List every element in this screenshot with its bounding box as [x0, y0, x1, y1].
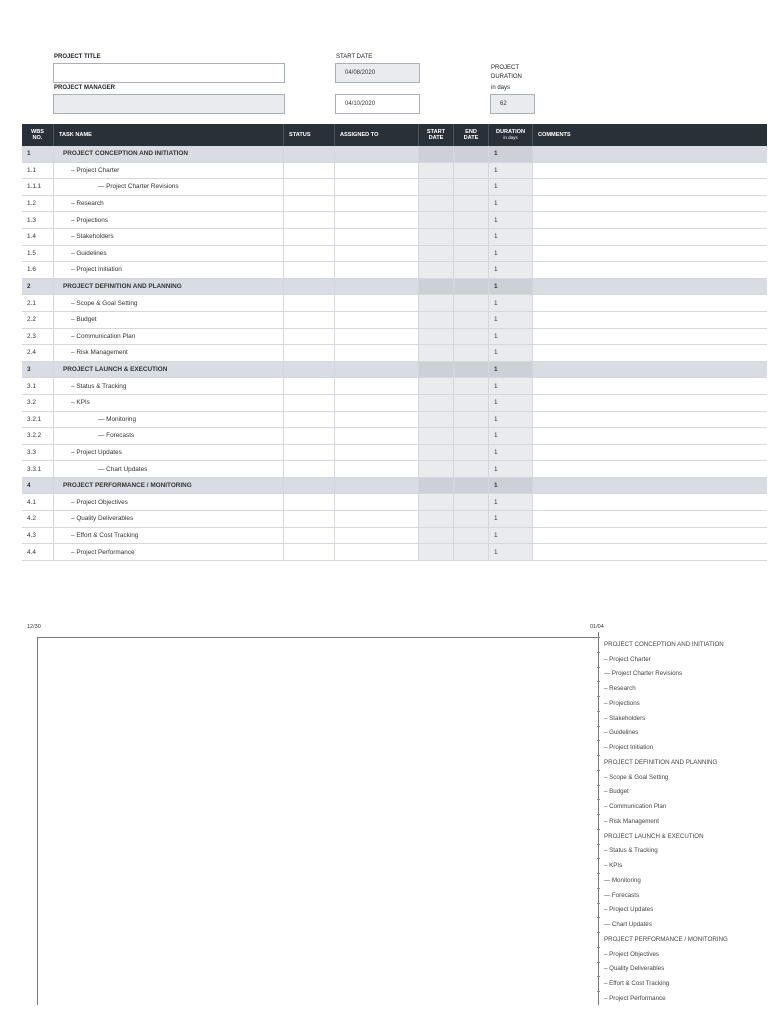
- start-date-cell[interactable]: [419, 461, 454, 477]
- table-section-row[interactable]: [22, 146, 767, 163]
- status-cell[interactable]: [284, 494, 335, 510]
- start-date-cell[interactable]: [419, 412, 454, 428]
- task-name-cell[interactable]: PROJECT PERFORMANCE / MONITORING: [54, 478, 284, 494]
- gantt-task-label: – Budget: [599, 785, 764, 800]
- duration-cell: 1: [489, 146, 533, 162]
- comments-cell[interactable]: [533, 412, 767, 428]
- wbs-cell: 2.2: [22, 312, 54, 328]
- end-date-cell[interactable]: [454, 262, 489, 278]
- start-date-cell[interactable]: [419, 544, 454, 560]
- duration-cell: 1: [489, 262, 533, 278]
- assigned-to-cell[interactable]: [335, 528, 419, 544]
- comments-cell[interactable]: [533, 329, 767, 345]
- table-row[interactable]: [22, 246, 767, 263]
- comments-cell[interactable]: [533, 246, 767, 262]
- start-date-cell[interactable]: [419, 312, 454, 328]
- end-date-cell[interactable]: [454, 494, 489, 510]
- table-row[interactable]: [22, 412, 767, 429]
- wbs-cell: 3.3: [22, 445, 54, 461]
- status-cell[interactable]: [284, 329, 335, 345]
- comments-cell[interactable]: [533, 212, 767, 228]
- gantt-task-label: PROJECT CONCEPTION AND INITIATION: [599, 637, 764, 652]
- project-duration-field: 62: [490, 94, 535, 114]
- table-row[interactable]: [22, 461, 767, 478]
- table-row[interactable]: [22, 163, 767, 180]
- table-section-row[interactable]: [22, 362, 767, 379]
- comments-cell[interactable]: [533, 345, 767, 361]
- task-name-cell[interactable]: – Guidelines: [54, 246, 284, 262]
- comments-cell[interactable]: [533, 295, 767, 311]
- duration-cell: 1: [489, 229, 533, 245]
- comments-cell[interactable]: [533, 179, 767, 195]
- start-date-cell[interactable]: [419, 511, 454, 527]
- status-cell[interactable]: [284, 461, 335, 477]
- start-date-cell[interactable]: [419, 329, 454, 345]
- duration-cell: 1: [489, 212, 533, 228]
- task-name-cell[interactable]: – Project Performance: [54, 544, 284, 560]
- comments-cell[interactable]: [533, 163, 767, 179]
- status-cell[interactable]: [284, 146, 335, 162]
- gantt-start-date: 12/30: [27, 624, 41, 630]
- start-date-cell[interactable]: [419, 478, 454, 494]
- assigned-to-cell[interactable]: [335, 362, 419, 378]
- start-date-cell[interactable]: [419, 428, 454, 444]
- table-row[interactable]: [22, 329, 767, 346]
- task-name-cell[interactable]: – Risk Management: [54, 345, 284, 361]
- end-date-cell[interactable]: [454, 412, 489, 428]
- end-date-cell[interactable]: [454, 163, 489, 179]
- duration-cell: 1: [489, 295, 533, 311]
- status-cell[interactable]: [284, 279, 335, 295]
- start-date-cell[interactable]: [419, 179, 454, 195]
- start-date-cell[interactable]: [419, 378, 454, 394]
- task-name-cell[interactable]: — Chart Updates: [54, 461, 284, 477]
- table-section-row[interactable]: [22, 478, 767, 495]
- assigned-to-cell[interactable]: [335, 196, 419, 212]
- wbs-cell: 1.5: [22, 246, 54, 262]
- gantt-task-label: – Project Objectives: [599, 947, 764, 962]
- end-date-cell[interactable]: [454, 246, 489, 262]
- gantt-task-label: – Risk Management: [599, 814, 764, 829]
- wbs-cell: 1.6: [22, 262, 54, 278]
- start-date-cell[interactable]: [419, 362, 454, 378]
- status-cell[interactable]: [284, 229, 335, 245]
- duration-cell: 1: [489, 279, 533, 295]
- duration-cell: 1: [489, 196, 533, 212]
- col-end-date: END DATE: [454, 124, 489, 146]
- wbs-cell: 3.2.2: [22, 428, 54, 444]
- wbs-cell: 4: [22, 478, 54, 494]
- comments-cell[interactable]: [533, 544, 767, 560]
- wbs-cell: 1: [22, 146, 54, 162]
- wbs-cell: 4.4: [22, 544, 54, 560]
- comments-cell[interactable]: [533, 229, 767, 245]
- assigned-to-cell[interactable]: [335, 163, 419, 179]
- duration-cell: 1: [489, 494, 533, 510]
- assigned-to-cell[interactable]: [335, 279, 419, 295]
- end-date-cell[interactable]: [454, 196, 489, 212]
- gantt-task-label: PROJECT LAUNCH & EXECUTION: [599, 829, 764, 844]
- comments-cell[interactable]: [533, 461, 767, 477]
- wbs-cell: 2.4: [22, 345, 54, 361]
- gantt-task-label: – Status & Tracking: [599, 844, 764, 859]
- start-date-cell[interactable]: [419, 395, 454, 411]
- start-date-cell[interactable]: [419, 295, 454, 311]
- table-row[interactable]: [22, 544, 767, 561]
- task-name-cell[interactable]: – Status & Tracking: [54, 378, 284, 394]
- duration-cell: 1: [489, 362, 533, 378]
- comments-cell[interactable]: [533, 362, 767, 378]
- start-date-cell[interactable]: [419, 163, 454, 179]
- task-name-cell[interactable]: – Quality Deliverables: [54, 511, 284, 527]
- end-date-cell[interactable]: [454, 179, 489, 195]
- table-row[interactable]: [22, 445, 767, 462]
- assigned-to-cell[interactable]: [335, 461, 419, 477]
- comments-cell[interactable]: [533, 395, 767, 411]
- task-name-cell[interactable]: – Research: [54, 196, 284, 212]
- gantt-task-label: – Project Charter: [599, 652, 764, 667]
- col-start-date: START DATE: [419, 124, 454, 146]
- end-date-cell[interactable]: [454, 511, 489, 527]
- wbs-cell: 1.1: [22, 163, 54, 179]
- duration-cell: 1: [489, 179, 533, 195]
- table-section-row[interactable]: [22, 279, 767, 296]
- assigned-to-cell[interactable]: [335, 146, 419, 162]
- status-cell[interactable]: [284, 528, 335, 544]
- end-date-cell[interactable]: [454, 279, 489, 295]
- gantt-end-date: 01/04: [590, 624, 604, 630]
- status-cell[interactable]: [284, 312, 335, 328]
- gantt-task-label: – Communication Plan: [599, 799, 764, 814]
- end-date-field[interactable]: 04/10/2020: [335, 94, 420, 114]
- table-body: [22, 146, 767, 561]
- task-name-cell[interactable]: – Project Objectives: [54, 494, 284, 510]
- duration-cell: 1: [489, 478, 533, 494]
- col-assigned-to: ASSIGNED TO: [335, 124, 419, 146]
- end-date-cell[interactable]: [454, 212, 489, 228]
- comments-cell[interactable]: [533, 478, 767, 494]
- gantt-task-label: PROJECT PERFORMANCE / MONITORING: [599, 932, 764, 947]
- end-date-cell[interactable]: [454, 229, 489, 245]
- assigned-to-cell[interactable]: [335, 312, 419, 328]
- end-date-cell[interactable]: [454, 295, 489, 311]
- col-task-name: TASK NAME: [54, 124, 284, 146]
- end-date-cell[interactable]: [454, 395, 489, 411]
- end-date-cell[interactable]: [454, 312, 489, 328]
- start-date-field[interactable]: 04/08/2020: [335, 63, 420, 83]
- task-name-cell[interactable]: — Project Charter Revisions: [54, 179, 284, 195]
- assigned-to-cell[interactable]: [335, 445, 419, 461]
- wbs-cell: 4.3: [22, 528, 54, 544]
- gantt-task-label: – Guidelines: [599, 726, 764, 741]
- gantt-task-label: – Projections: [599, 696, 764, 711]
- start-date-cell[interactable]: [419, 212, 454, 228]
- assigned-to-cell[interactable]: [335, 345, 419, 361]
- status-cell[interactable]: [284, 212, 335, 228]
- duration-cell: 1: [489, 528, 533, 544]
- comments-cell[interactable]: [533, 279, 767, 295]
- start-date-cell[interactable]: [419, 345, 454, 361]
- status-cell[interactable]: [284, 246, 335, 262]
- status-cell[interactable]: [284, 478, 335, 494]
- start-date-cell[interactable]: [419, 196, 454, 212]
- wbs-cell: 2.1: [22, 295, 54, 311]
- end-date-cell[interactable]: [454, 329, 489, 345]
- status-cell[interactable]: [284, 395, 335, 411]
- table-row[interactable]: [22, 196, 767, 213]
- status-cell[interactable]: [284, 295, 335, 311]
- task-name-cell[interactable]: – Stakeholders: [54, 229, 284, 245]
- wbs-cell: 1.4: [22, 229, 54, 245]
- comments-cell[interactable]: [533, 494, 767, 510]
- comments-cell[interactable]: [533, 445, 767, 461]
- task-name-cell[interactable]: PROJECT CONCEPTION AND INITIATION: [54, 146, 284, 162]
- project-title-field[interactable]: [53, 63, 285, 83]
- duration-cell: 1: [489, 445, 533, 461]
- task-name-cell[interactable]: — Monitoring: [54, 412, 284, 428]
- comments-cell[interactable]: [533, 196, 767, 212]
- wbs-cell: 3.1: [22, 378, 54, 394]
- task-name-cell[interactable]: – KPIs: [54, 395, 284, 411]
- task-name-cell[interactable]: – Projections: [54, 212, 284, 228]
- status-cell[interactable]: [284, 362, 335, 378]
- assigned-to-cell[interactable]: [335, 229, 419, 245]
- task-name-cell[interactable]: – Effort & Cost Tracking: [54, 528, 284, 544]
- table-row[interactable]: [22, 494, 767, 511]
- status-cell[interactable]: [284, 163, 335, 179]
- wbs-cell: 1.2: [22, 196, 54, 212]
- task-name-cell[interactable]: – Scope & Goal Setting: [54, 295, 284, 311]
- assigned-to-cell[interactable]: [335, 179, 419, 195]
- duration-cell: 1: [489, 511, 533, 527]
- gantt-task-label: — Monitoring: [599, 873, 764, 888]
- task-table: [22, 124, 767, 561]
- table-header: [22, 124, 767, 146]
- assigned-to-cell[interactable]: [335, 329, 419, 345]
- table-row[interactable]: [22, 312, 767, 329]
- status-cell[interactable]: [284, 196, 335, 212]
- assigned-to-cell[interactable]: [335, 262, 419, 278]
- status-cell[interactable]: [284, 378, 335, 394]
- assigned-to-cell[interactable]: [335, 511, 419, 527]
- task-name-cell[interactable]: – Project Initiation: [54, 262, 284, 278]
- wbs-cell: 4.1: [22, 494, 54, 510]
- start-date-cell[interactable]: [419, 445, 454, 461]
- gantt-task-label: – Scope & Goal Setting: [599, 770, 764, 785]
- assigned-to-cell[interactable]: [335, 295, 419, 311]
- duration-cell: 1: [489, 461, 533, 477]
- wbs-cell: 4.2: [22, 511, 54, 527]
- duration-cell: 1: [489, 345, 533, 361]
- status-cell[interactable]: [284, 428, 335, 444]
- assigned-to-cell[interactable]: [335, 395, 419, 411]
- duration-label-3: in days: [491, 85, 511, 91]
- status-cell[interactable]: [284, 262, 335, 278]
- status-cell[interactable]: [284, 511, 335, 527]
- table-row[interactable]: [22, 212, 767, 229]
- col-wbs: WBS NO.: [22, 124, 54, 146]
- gantt-task-label: – Research: [599, 681, 764, 696]
- start-date-label: START DATE: [336, 54, 373, 60]
- col-status: STATUS: [284, 124, 335, 146]
- end-date-cell[interactable]: [454, 544, 489, 560]
- task-name-cell[interactable]: PROJECT DEFINITION AND PLANNING: [54, 279, 284, 295]
- status-cell[interactable]: [284, 345, 335, 361]
- start-date-cell[interactable]: [419, 229, 454, 245]
- duration-cell: 1: [489, 544, 533, 560]
- col-comments: COMMENTS: [538, 131, 571, 138]
- table-row[interactable]: [22, 295, 767, 312]
- start-date-cell[interactable]: [419, 146, 454, 162]
- table-row[interactable]: [22, 428, 767, 445]
- end-date-cell[interactable]: [454, 345, 489, 361]
- assigned-to-cell[interactable]: [335, 378, 419, 394]
- wbs-cell: 3.3.1: [22, 461, 54, 477]
- assigned-to-cell[interactable]: [335, 212, 419, 228]
- assigned-to-cell[interactable]: [335, 412, 419, 428]
- duration-label-2: DURATION: [491, 74, 522, 80]
- gantt-timeline-axis: [37, 637, 598, 638]
- task-name-cell[interactable]: – Budget: [54, 312, 284, 328]
- project-title-label: PROJECT TITLE: [54, 54, 101, 60]
- table-row[interactable]: [22, 262, 767, 279]
- wbs-cell: 2: [22, 279, 54, 295]
- wbs-cell: 2.3: [22, 329, 54, 345]
- gantt-left-border: [37, 637, 38, 1005]
- status-cell[interactable]: [284, 445, 335, 461]
- comments-cell[interactable]: [533, 528, 767, 544]
- wbs-cell: 1.1.1: [22, 179, 54, 195]
- start-date-cell[interactable]: [419, 494, 454, 510]
- end-date-cell[interactable]: [454, 478, 489, 494]
- status-cell[interactable]: [284, 179, 335, 195]
- table-row[interactable]: [22, 528, 767, 545]
- task-name-cell[interactable]: PROJECT LAUNCH & EXECUTION: [54, 362, 284, 378]
- end-date-cell[interactable]: [454, 378, 489, 394]
- gantt-task-label: – Effort & Cost Tracking: [599, 976, 764, 991]
- comments-cell[interactable]: [533, 312, 767, 328]
- table-row[interactable]: [22, 345, 767, 362]
- assigned-to-cell[interactable]: [335, 494, 419, 510]
- table-row[interactable]: [22, 378, 767, 395]
- duration-cell: 1: [489, 312, 533, 328]
- end-date-cell[interactable]: [454, 528, 489, 544]
- comments-cell[interactable]: [533, 146, 767, 162]
- table-row[interactable]: [22, 179, 767, 196]
- wbs-cell: 3: [22, 362, 54, 378]
- end-date-cell[interactable]: [454, 146, 489, 162]
- assigned-to-cell[interactable]: [335, 478, 419, 494]
- project-manager-field[interactable]: [53, 94, 285, 114]
- duration-cell: 1: [489, 412, 533, 428]
- duration-cell: 1: [489, 329, 533, 345]
- duration-cell: 1: [489, 246, 533, 262]
- start-date-cell[interactable]: [419, 262, 454, 278]
- comments-cell[interactable]: [533, 511, 767, 527]
- task-name-cell[interactable]: — Forecasts: [54, 428, 284, 444]
- wbs-cell: 3.2: [22, 395, 54, 411]
- end-date-cell[interactable]: [454, 461, 489, 477]
- end-date-cell[interactable]: [454, 428, 489, 444]
- gantt-task-label: – KPIs: [599, 858, 764, 873]
- gantt-task-label: – Quality Deliverables: [599, 962, 764, 977]
- table-row[interactable]: [22, 395, 767, 412]
- gantt-task-label: — Chart Updates: [599, 917, 764, 932]
- comments-cell[interactable]: [533, 378, 767, 394]
- gantt-task-label: — Forecasts: [599, 888, 764, 903]
- task-name-cell[interactable]: – Communication Plan: [54, 329, 284, 345]
- task-name-cell[interactable]: – Project Updates: [54, 445, 284, 461]
- assigned-to-cell[interactable]: [335, 246, 419, 262]
- duration-cell: 1: [489, 395, 533, 411]
- comments-cell[interactable]: [533, 428, 767, 444]
- wbs-cell: 3.2.1: [22, 412, 54, 428]
- start-date-cell[interactable]: [419, 246, 454, 262]
- start-date-cell[interactable]: [419, 279, 454, 295]
- assigned-to-cell[interactable]: [335, 428, 419, 444]
- task-name-cell[interactable]: – Project Charter: [54, 163, 284, 179]
- start-date-cell[interactable]: [419, 528, 454, 544]
- duration-label-1: PROJECT: [491, 65, 520, 71]
- assigned-to-cell[interactable]: [335, 544, 419, 560]
- col-duration: DURATION in days: [489, 124, 533, 146]
- gantt-task-list: [599, 637, 764, 1006]
- gantt-task-label: PROJECT DEFINITION AND PLANNING: [599, 755, 764, 770]
- table-row[interactable]: [22, 511, 767, 528]
- gantt-task-label: – Stakeholders: [599, 711, 764, 726]
- wbs-cell: 1.3: [22, 212, 54, 228]
- duration-cell: 1: [489, 378, 533, 394]
- project-manager-label: PROJECT MANAGER: [54, 85, 116, 91]
- status-cell[interactable]: [284, 544, 335, 560]
- duration-cell: 1: [489, 163, 533, 179]
- gantt-task-label: – Project Performance: [599, 991, 764, 1006]
- gantt-task-label: — Project Charter Revisions: [599, 667, 764, 682]
- end-date-cell[interactable]: [454, 445, 489, 461]
- duration-cell: 1: [489, 428, 533, 444]
- gantt-task-label: – Project Updates: [599, 903, 764, 918]
- table-row[interactable]: [22, 229, 767, 246]
- gantt-task-label: – Project Initiation: [599, 740, 764, 755]
- end-date-cell[interactable]: [454, 362, 489, 378]
- comments-cell[interactable]: [533, 262, 767, 278]
- status-cell[interactable]: [284, 412, 335, 428]
